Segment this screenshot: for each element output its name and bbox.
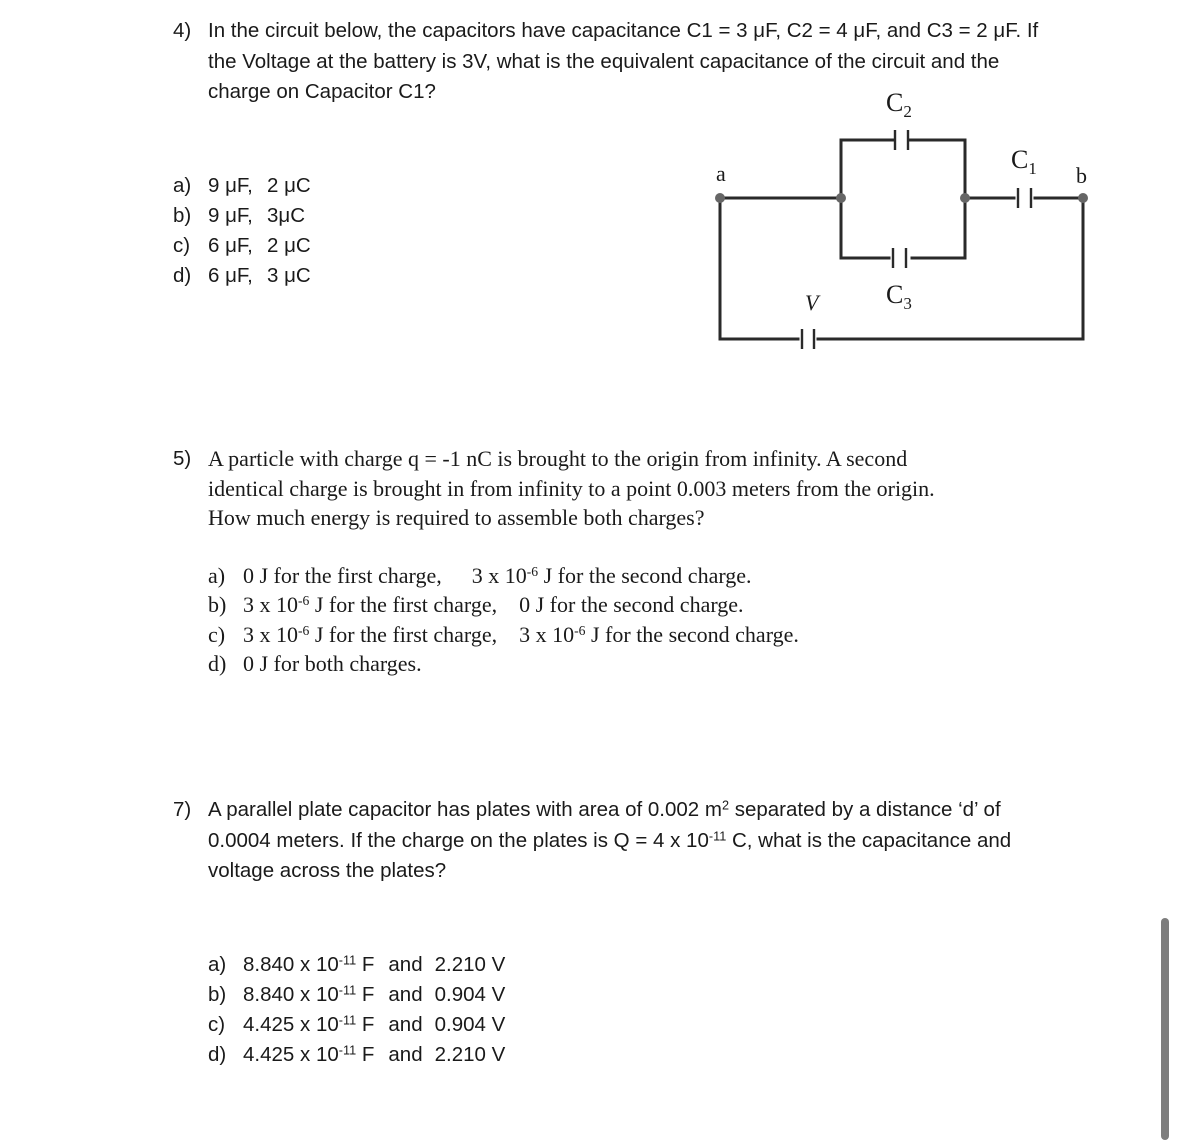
capacitor-c3	[893, 248, 906, 268]
label-node-a: a	[716, 161, 726, 186]
wire-parallel-right	[910, 140, 965, 258]
option-d[interactable]: d) 4.425 x $10^{-11}$ F and 2.210 V	[208, 1042, 506, 1066]
option-a[interactable]: a) 8.840 x $10^{-11}$ F and 2.210 V	[208, 952, 506, 976]
question-number: 5)	[173, 447, 192, 470]
question-line: In the circuit below, the capacitors have capacitance C1 = 3 μF, C2 = 4 μF, and C3 = 2 μF. If	[208, 19, 1039, 42]
question-number: 4)	[173, 19, 192, 42]
question-line: charge on Capacitor C1?	[208, 80, 436, 103]
question-line: voltage across the plates?	[208, 859, 447, 882]
option-c[interactable]: c) 4.425 x $10^{-11}$ F and 0.904 V	[208, 1012, 506, 1036]
battery	[802, 329, 814, 349]
question-line: A particle with charge q = -1 nC is brought to the origin from infinity. A second	[208, 446, 908, 471]
circuit-diagram	[700, 80, 1120, 370]
question-line: How much energy is required to assemble both charges?	[208, 505, 705, 530]
capacitor-c2	[895, 130, 908, 150]
label-battery-v: V	[805, 290, 819, 315]
question-line: 0.0004 meters. If the charge on the plates is Q = 4 x $10^{-11}$ C, what is the capacitance and	[208, 828, 1012, 852]
scrollbar-thumb[interactable]	[1161, 918, 1169, 1140]
junction-left-dot	[836, 193, 846, 203]
option-c[interactable]: c) 3 x $10^{-6}$ J for the first charge, 3 x $10^{-6}$ J for the second charge.	[208, 622, 799, 647]
node-b-dot	[1078, 193, 1088, 203]
option-b[interactable]: b) 9 μF, 3μC	[173, 204, 306, 227]
option-b[interactable]: b) 3 x $10^{-6}$ J for the first charge, 0 J for the second charge.	[208, 592, 744, 617]
question-line: identical charge is brought in from infinity to a point 0.003 meters from the origin.	[208, 475, 935, 501]
option-d[interactable]: d) 6 μF, 3 μC	[173, 264, 311, 287]
option-d[interactable]: d) 0 J for both charges.	[208, 651, 422, 676]
question-line: the Voltage at the battery is 3V, what is the equivalent capacitance of the circuit and the	[208, 49, 1000, 73]
label-c3: $C_3$	[886, 280, 912, 313]
option-c[interactable]: c) 6 μF, 2 μC	[173, 234, 311, 257]
node-a-dot	[715, 193, 725, 203]
option-a[interactable]: a) 0 J for the first charge, 3 x $10^{-6}$ J for the second charge.	[208, 563, 752, 588]
option-b[interactable]: b) 8.840 x $10^{-11}$ F and 0.904 V	[208, 982, 506, 1006]
question-text	[208, 444, 935, 533]
option-a[interactable]: a) 9 μF, 2 μC	[173, 174, 311, 197]
wire-left-bottom	[720, 198, 798, 339]
junction-right-dot	[960, 193, 970, 203]
wire-bottom-right	[818, 198, 1083, 339]
label-c2: $C_2$	[886, 88, 912, 121]
wire-parallel-left	[841, 140, 893, 258]
label-node-b: b	[1076, 163, 1087, 188]
question-text	[208, 795, 1011, 887]
question-number: 7)	[173, 798, 192, 821]
label-c1: $C_1$	[1011, 145, 1037, 178]
capacitor-c1	[1018, 188, 1031, 208]
question-line: A parallel plate capacitor has plates with area of 0.002 $m^2$ separated by a distance ‘d’ of	[208, 797, 1001, 821]
